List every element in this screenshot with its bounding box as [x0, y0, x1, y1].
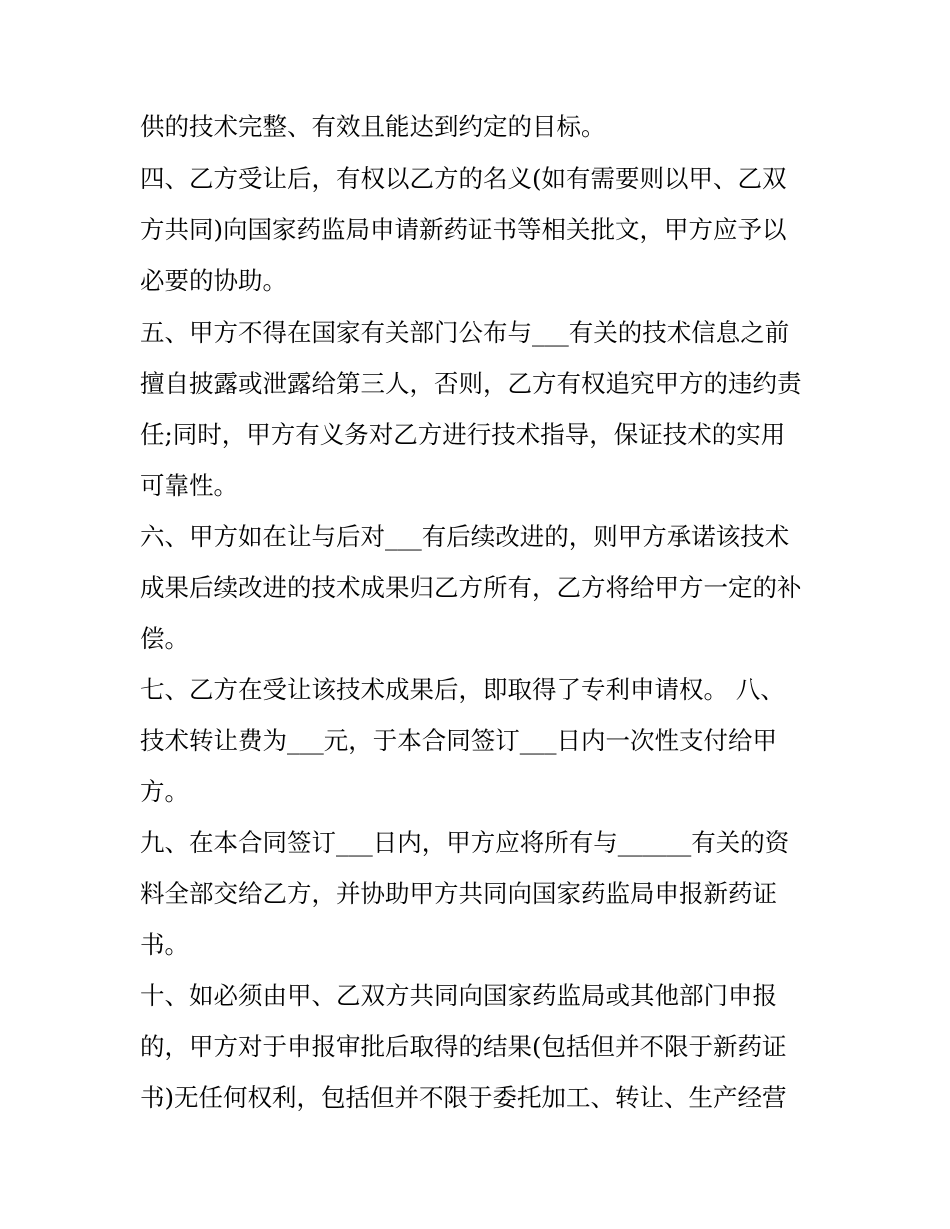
text-line: 任;同时，甲方有义务对乙方进行技术指导，保证技术的实用 — [140, 420, 786, 449]
text-line: 的，甲方对于申报审批后取得的结果(包括但并不限于新药证 — [140, 1032, 787, 1061]
text-line: 五、甲方不得在国家有关部门公布与___有关的技术信息之前 — [140, 318, 790, 347]
text-line: 九、在本合同签订___日内，甲方应将所有与______有关的资 — [140, 828, 790, 857]
text-line: 偿。 — [140, 624, 189, 653]
text-line: 四、乙方受让后，有权以乙方的名义(如有需要则以甲、乙双 — [140, 164, 787, 193]
text-line: 供的技术完整、有效且能达到约定的目标。 — [140, 112, 606, 141]
text-line: 料全部交给乙方，并协助甲方共同向国家药监局申报新药证 — [140, 879, 777, 908]
text-line: 六、甲方如在让与后对___有后续改进的，则甲方承诺该技术 — [140, 522, 790, 551]
text-line: 方。 — [140, 777, 189, 806]
text-line: 技术转让费为___元，于本合同签订___日内一次性支付给甲 — [140, 726, 777, 755]
text-line: 方共同)向国家药监局申请新药证书等相关批文，甲方应予以 — [140, 215, 787, 244]
text-line: 成果后续改进的技术成果归乙方所有，乙方将给甲方一定的补 — [140, 573, 802, 602]
text-line: 书)无任何权利，包括但并不限于委托加工、转让、生产经营 — [140, 1083, 787, 1112]
text-line: 擅自披露或泄露给第三人，否则，乙方有权追究甲方的违约责 — [140, 369, 802, 398]
text-line: 十、如必须由甲、乙双方共同向国家药监局或其他部门申报 — [140, 981, 777, 1010]
text-line: 可靠性。 — [140, 471, 238, 500]
text-line: 必要的协助。 — [140, 266, 287, 295]
text-line: 七、乙方在受让该技术成果后，即取得了专利申请权。 八、 — [140, 675, 785, 704]
text-line: 书。 — [140, 930, 189, 959]
